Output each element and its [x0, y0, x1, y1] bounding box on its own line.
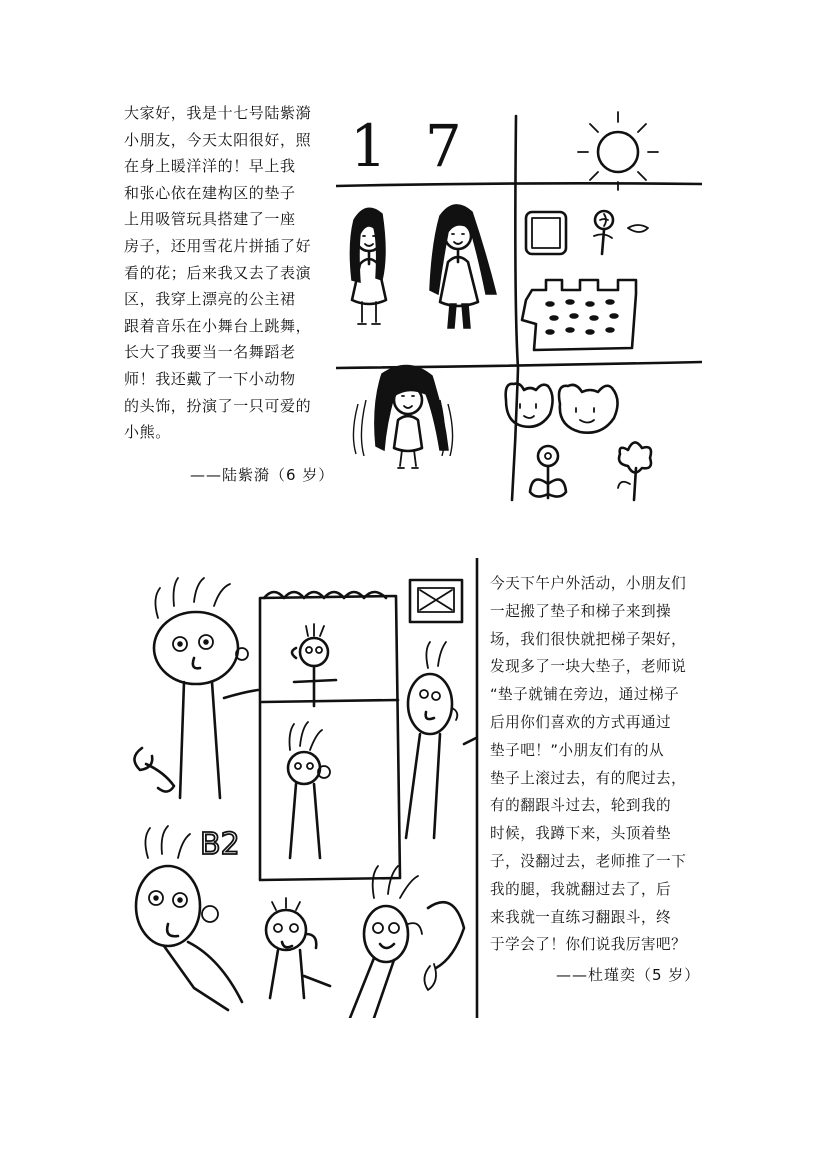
story2-line: 我的腿，我就翻过去了，后 [490, 880, 672, 898]
story2-line: 一起搬了垫子和梯子来到操 [490, 602, 672, 620]
girl-figure [353, 365, 452, 468]
story2-line: 场，我们很快就把梯子架好， [490, 630, 687, 648]
child-figure [154, 578, 258, 798]
story1-paragraph [124, 100, 339, 446]
child-figure [292, 624, 336, 706]
flower-icon [530, 446, 566, 498]
story1-line: 看的花；后来我又去了表演 [124, 263, 312, 282]
story2-line: 垫子上滚过去，有的爬过去， [490, 769, 687, 787]
child-figure [288, 722, 330, 858]
flower-icon [618, 442, 651, 500]
child-drawing-1 [336, 104, 702, 502]
child-drawing-2 [124, 558, 480, 1018]
story1-line: 大家好，我是十七号陆紫漪 [124, 104, 312, 122]
girl-figure [350, 208, 386, 324]
story2-line: 子，没翻过去，老师推了一下 [490, 852, 687, 870]
swirl-icon [134, 748, 174, 792]
straw-house [522, 280, 636, 350]
story1-line: 和张心依在建构区的垫子 [124, 183, 296, 202]
story1-signature: ——陆紫漪（6 岁） [190, 466, 335, 484]
bear-head-icon [506, 384, 553, 427]
box-icon [526, 212, 566, 254]
child-figure [406, 642, 476, 838]
story1-line: 上用吸管玩具搭建了一座 [124, 210, 296, 229]
story2-line: 于学会了！你们说我厉害吧？ [490, 936, 687, 954]
story2-paragraph [490, 570, 722, 959]
child-figure [350, 866, 464, 1018]
box-icon [410, 580, 462, 622]
story2-line: 垫子吧！”小朋友们有的从 [490, 741, 665, 759]
story1-line: 小朋友，今天太阳很好，照 [124, 130, 312, 149]
story2-line: 来我就一直练习翻跟斗，终 [490, 908, 672, 926]
sun-icon [578, 112, 658, 190]
story2-line: 时候，我蹲下来，头顶着垫 [490, 825, 672, 843]
girl-figure [430, 205, 496, 328]
story1-line: 小熊。 [124, 423, 171, 442]
story1-line: 区，我穿上漂亮的公主裙 [124, 290, 296, 309]
story1-line: 的头饰，扮演了一只可爱的 [124, 396, 312, 415]
story2-line: 后用你们喜欢的方式再通过 [490, 713, 672, 731]
bear-head-icon [559, 385, 618, 433]
story1-line: 师！我还戴了一下小动物 [124, 369, 296, 388]
drawing1-number: 17 [350, 112, 500, 180]
story2-line: 有的翻跟斗过去，轮到我的 [490, 797, 672, 815]
child-figure [266, 898, 330, 998]
story1-line: 长大了我要当一名舞蹈老 [124, 343, 296, 362]
story1-line: 跟着音乐在小舞台上跳舞， [124, 316, 312, 335]
story2-line: 发现多了一块大垫子，老师说 [490, 658, 687, 676]
story1-line: 房子，还用雪花片拼插了好 [124, 236, 312, 255]
drawing2-number: B2 [200, 827, 240, 862]
story2-line: 今天下午户外活动，小朋友们 [490, 575, 687, 592]
story2-signature: ——杜瑾奕（5 岁） [556, 966, 701, 984]
lollipop-icon [594, 211, 648, 254]
story2-line: “垫子就铺在旁边，通过梯子 [490, 686, 680, 704]
story1-line: 在身上暖洋洋的！早上我 [124, 157, 296, 176]
